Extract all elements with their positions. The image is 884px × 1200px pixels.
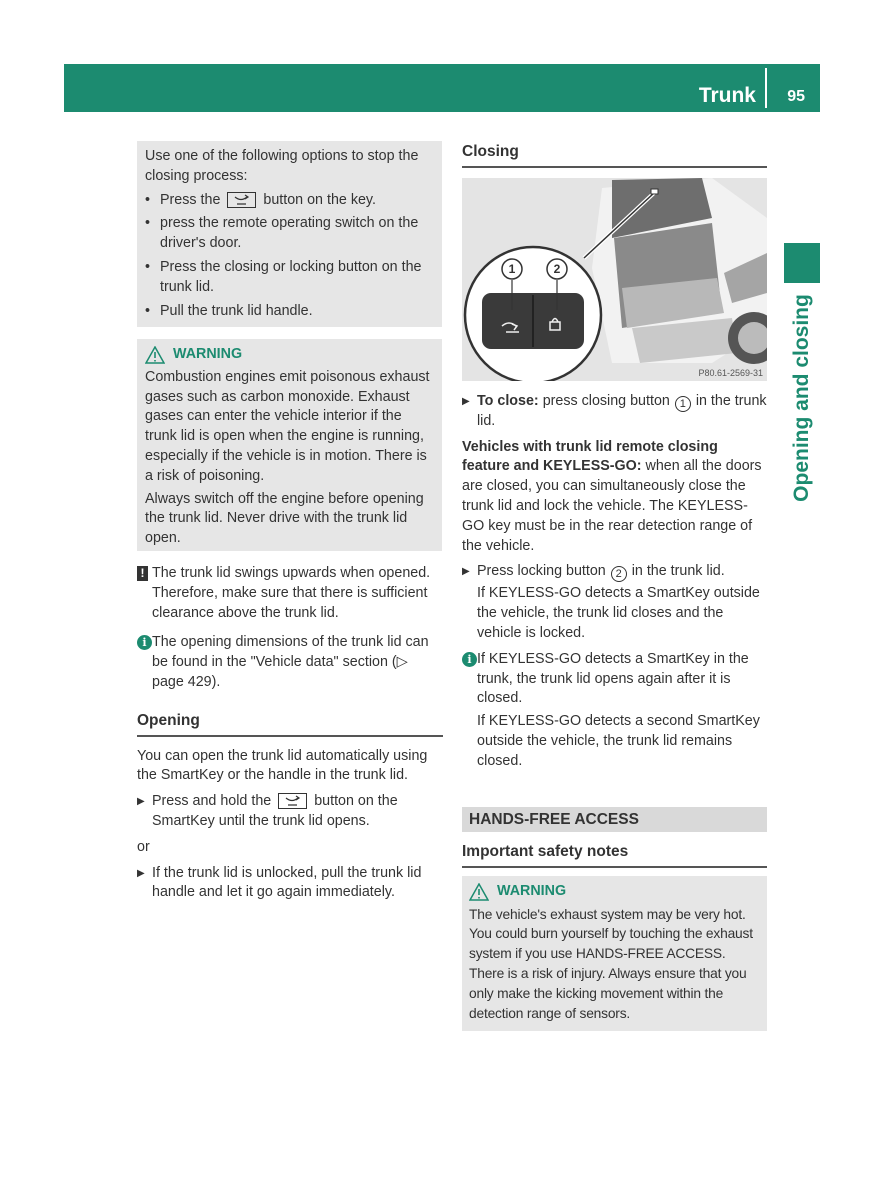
list-item: • Press the closing or locking button on the trunk lid. (145, 258, 434, 298)
warning-title: WARNING (469, 882, 760, 902)
header-divider (765, 68, 767, 108)
callout-2: 2 (553, 261, 561, 276)
section-heading-safety: Important safety notes (462, 842, 767, 868)
image-code: P80.61-2569-31 (698, 367, 763, 378)
callout-1: 1 (508, 261, 516, 276)
warning-text: Always switch off the engine before opening the trunk lid. Never drive with the trunk lid open. (145, 490, 424, 547)
info-note: i The opening dimensions of the trunk lid can be found in the "Vehicle data" section (▷ page 429). (137, 633, 443, 692)
warning-text: Combustion engines emit poisonous exhaust gases such as carbon monoxide. Exhaust gases can enter the vehicle interior if the trunk lid is open when the engine is running, especially if the vehicle is in motion. There is a risk of poisoning. (145, 368, 430, 484)
chapter-tab (784, 243, 820, 283)
step-arrow-icon: ▶ (462, 395, 470, 407)
info-note: i If KEYLESS-GO detects a SmartKey in the trunk, the trunk lid opens again after it is closed. (462, 650, 767, 709)
warning-triangle-icon (145, 346, 165, 364)
section-heading-closing: Closing (462, 142, 767, 168)
list-item: • press the remote operating switch on the driver's door. (145, 214, 434, 254)
hands-free-band: HANDS-FREE ACCESS (462, 807, 767, 832)
bullet-icon: • (145, 191, 151, 208)
trunk-key-button-icon (227, 192, 256, 208)
section-heading-opening: Opening (137, 711, 443, 737)
opening-step: ▶ If the trunk lid is unlocked, pull the trunk lid handle and let it go again immediately. (137, 864, 443, 904)
opening-intro: You can open the trunk lid automatically using the SmartKey or the handle in the trunk lid. (137, 747, 428, 784)
info-icon: i (462, 652, 477, 667)
trunk-photo-icon (462, 178, 767, 381)
warning-box-hot-exhaust (462, 876, 767, 1032)
stop-closing-intro: Use one of the following options to stop the closing process: (145, 148, 419, 184)
trunk-illustration (462, 178, 767, 381)
opening-step: ▶ Press and hold the button on the SmartKey until the trunk lid opens. (137, 792, 443, 832)
chapter-label: Opening and closing (790, 294, 813, 502)
keyless-paragraph: Vehicles with trunk lid remote closing feature and KEYLESS-GO: when all the doors are closed, you can simultaneously close the trunk lid and lock the vehicle. The KEYLESS-GO key must be in the rear detection range of the vehicle. (462, 438, 762, 554)
list-item: • Press the button on the key. (145, 191, 434, 211)
closing-step: ▶ Press locking button 2 in the trunk lid. (462, 563, 725, 581)
page-number: 95 (787, 88, 805, 105)
damage-note: ! The trunk lid swings upwards when opened. Therefore, make sure that there is sufficient clearance above the trunk lid. (137, 564, 443, 623)
warning-text: The vehicle's exhaust system may be very hot. You could burn yourself by touching the exhaust system if you use HANDS-FREE ACCESS. There is a risk of injury. Always ensure that you only make the kicking movement within the detection range of sensors. (469, 906, 753, 1021)
step-arrow-icon: ▶ (137, 867, 145, 879)
closing-step: ▶ To close: press closing button 1 in the trunk lid. (462, 392, 767, 432)
right-column (462, 142, 767, 772)
trunk-key-button-icon (278, 793, 307, 809)
step-arrow-icon: ▶ (462, 566, 470, 578)
callout-number-1: 1 (675, 396, 691, 412)
stop-closing-box (137, 141, 442, 327)
step-result: If KEYLESS-GO detects a SmartKey outside the vehicle, the trunk lid closes and the vehicle is locked. (477, 585, 760, 641)
info-icon: i (137, 635, 152, 650)
callout-number-2: 2 (611, 566, 627, 582)
list-item: • Pull the trunk lid handle. (145, 302, 434, 322)
left-column-text (137, 564, 443, 909)
bullet-icon: • (145, 302, 151, 319)
step-arrow-icon: ▶ (137, 796, 145, 808)
bullet-icon: • (145, 215, 151, 232)
exclamation-icon: ! (137, 566, 148, 581)
warning-box-exhaust (137, 339, 442, 551)
warning-triangle-icon (469, 883, 489, 901)
or-text: or (137, 838, 150, 855)
warning-title: WARNING (145, 345, 434, 365)
bullet-icon: • (145, 258, 151, 275)
page-section-title: Trunk (698, 84, 756, 107)
info-paragraph: If KEYLESS-GO detects a second SmartKey outside the vehicle, the trunk lid remains closed. (477, 713, 760, 769)
hands-free-section (462, 807, 767, 1031)
header-bar (64, 64, 820, 112)
